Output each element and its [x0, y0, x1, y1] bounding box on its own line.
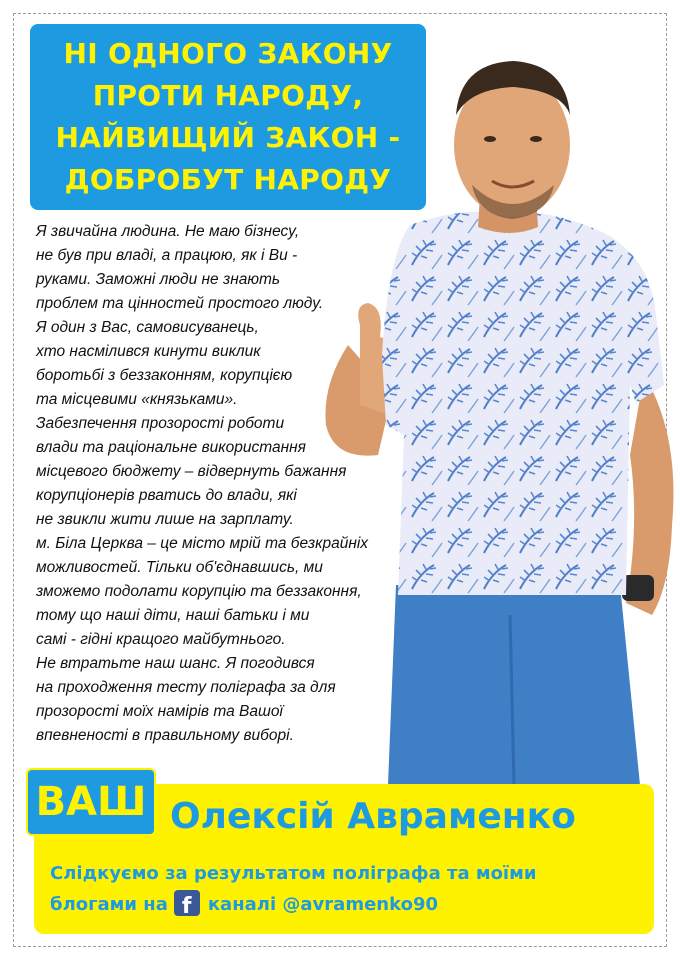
- bio-line: зможемо подолати корупцію та беззаконня,: [36, 583, 362, 600]
- bio-line: Забезпечення прозорості роботи: [36, 415, 285, 432]
- bio-line: на проходження тесту поліграфа за для: [36, 679, 336, 696]
- bio-line: самі - гідні кращого майбутнього.: [36, 631, 286, 648]
- headline-line: ПРОТИ НАРОДУ,: [92, 79, 364, 112]
- bio-line: м. Біла Церква – це місто мрій та безкрайніх: [36, 535, 369, 552]
- vash-badge-label: ВАШ: [35, 779, 147, 825]
- candidate-name: Олексій Авраменко: [170, 796, 576, 837]
- bio-line: боротьбі з беззаконням, корупцією: [36, 367, 293, 384]
- bio-line: прозорості моїх намірів та Вашої: [36, 703, 283, 720]
- bio-line: Не втратьте наш шанс. Я погодився: [36, 655, 315, 672]
- bio-line: влади та раціональне використання: [36, 439, 306, 456]
- bio-text: [36, 220, 396, 748]
- bio-line: можливостей. Тільки об'єднавшись, ми: [36, 559, 323, 576]
- bio-line: Я один з Вас, самовисуванець,: [36, 319, 259, 336]
- facebook-icon[interactable]: [174, 890, 200, 916]
- bio-line: корупціонерів рватись до влади, які: [36, 487, 297, 504]
- vash-badge: [26, 768, 156, 836]
- follow-text: [50, 858, 536, 920]
- bio-line: впевненості в правильному виборі.: [36, 727, 294, 744]
- headline-line: НАЙВИЩИЙ ЗАКОН -: [55, 121, 401, 154]
- headline-banner: [30, 24, 426, 210]
- follow-line-1: Слідкуємо за результатом поліграфа та моїми: [50, 863, 537, 884]
- follow-line-2-prefix: блогами на: [50, 894, 168, 915]
- bio-line: та місцевими «князьками».: [36, 391, 238, 408]
- bio-line: тому що наші діти, наші батьки і ми: [36, 607, 310, 624]
- bio-line: не звикли жити лише на зарплату.: [36, 511, 294, 528]
- headline-line: ДОБРОБУТ НАРОДУ: [64, 163, 392, 196]
- bio-line: руками. Заможні люди не знають: [36, 271, 281, 288]
- follow-line-2-suffix: каналі @avramenko90: [207, 894, 438, 915]
- bio-line: місцевого бюджету – відвернуть бажання: [36, 463, 347, 480]
- bio-line: Я звичайна людина. Не маю бізнесу,: [36, 223, 300, 240]
- bio-line: хто насмілився кинути виклик: [36, 343, 261, 360]
- headline-line: НІ ОДНОГО ЗАКОНУ: [63, 37, 393, 70]
- bio-line: проблем та цінностей простого люду.: [36, 295, 324, 312]
- bio-line: не був при владі, а працюю, як і Ви -: [36, 247, 298, 264]
